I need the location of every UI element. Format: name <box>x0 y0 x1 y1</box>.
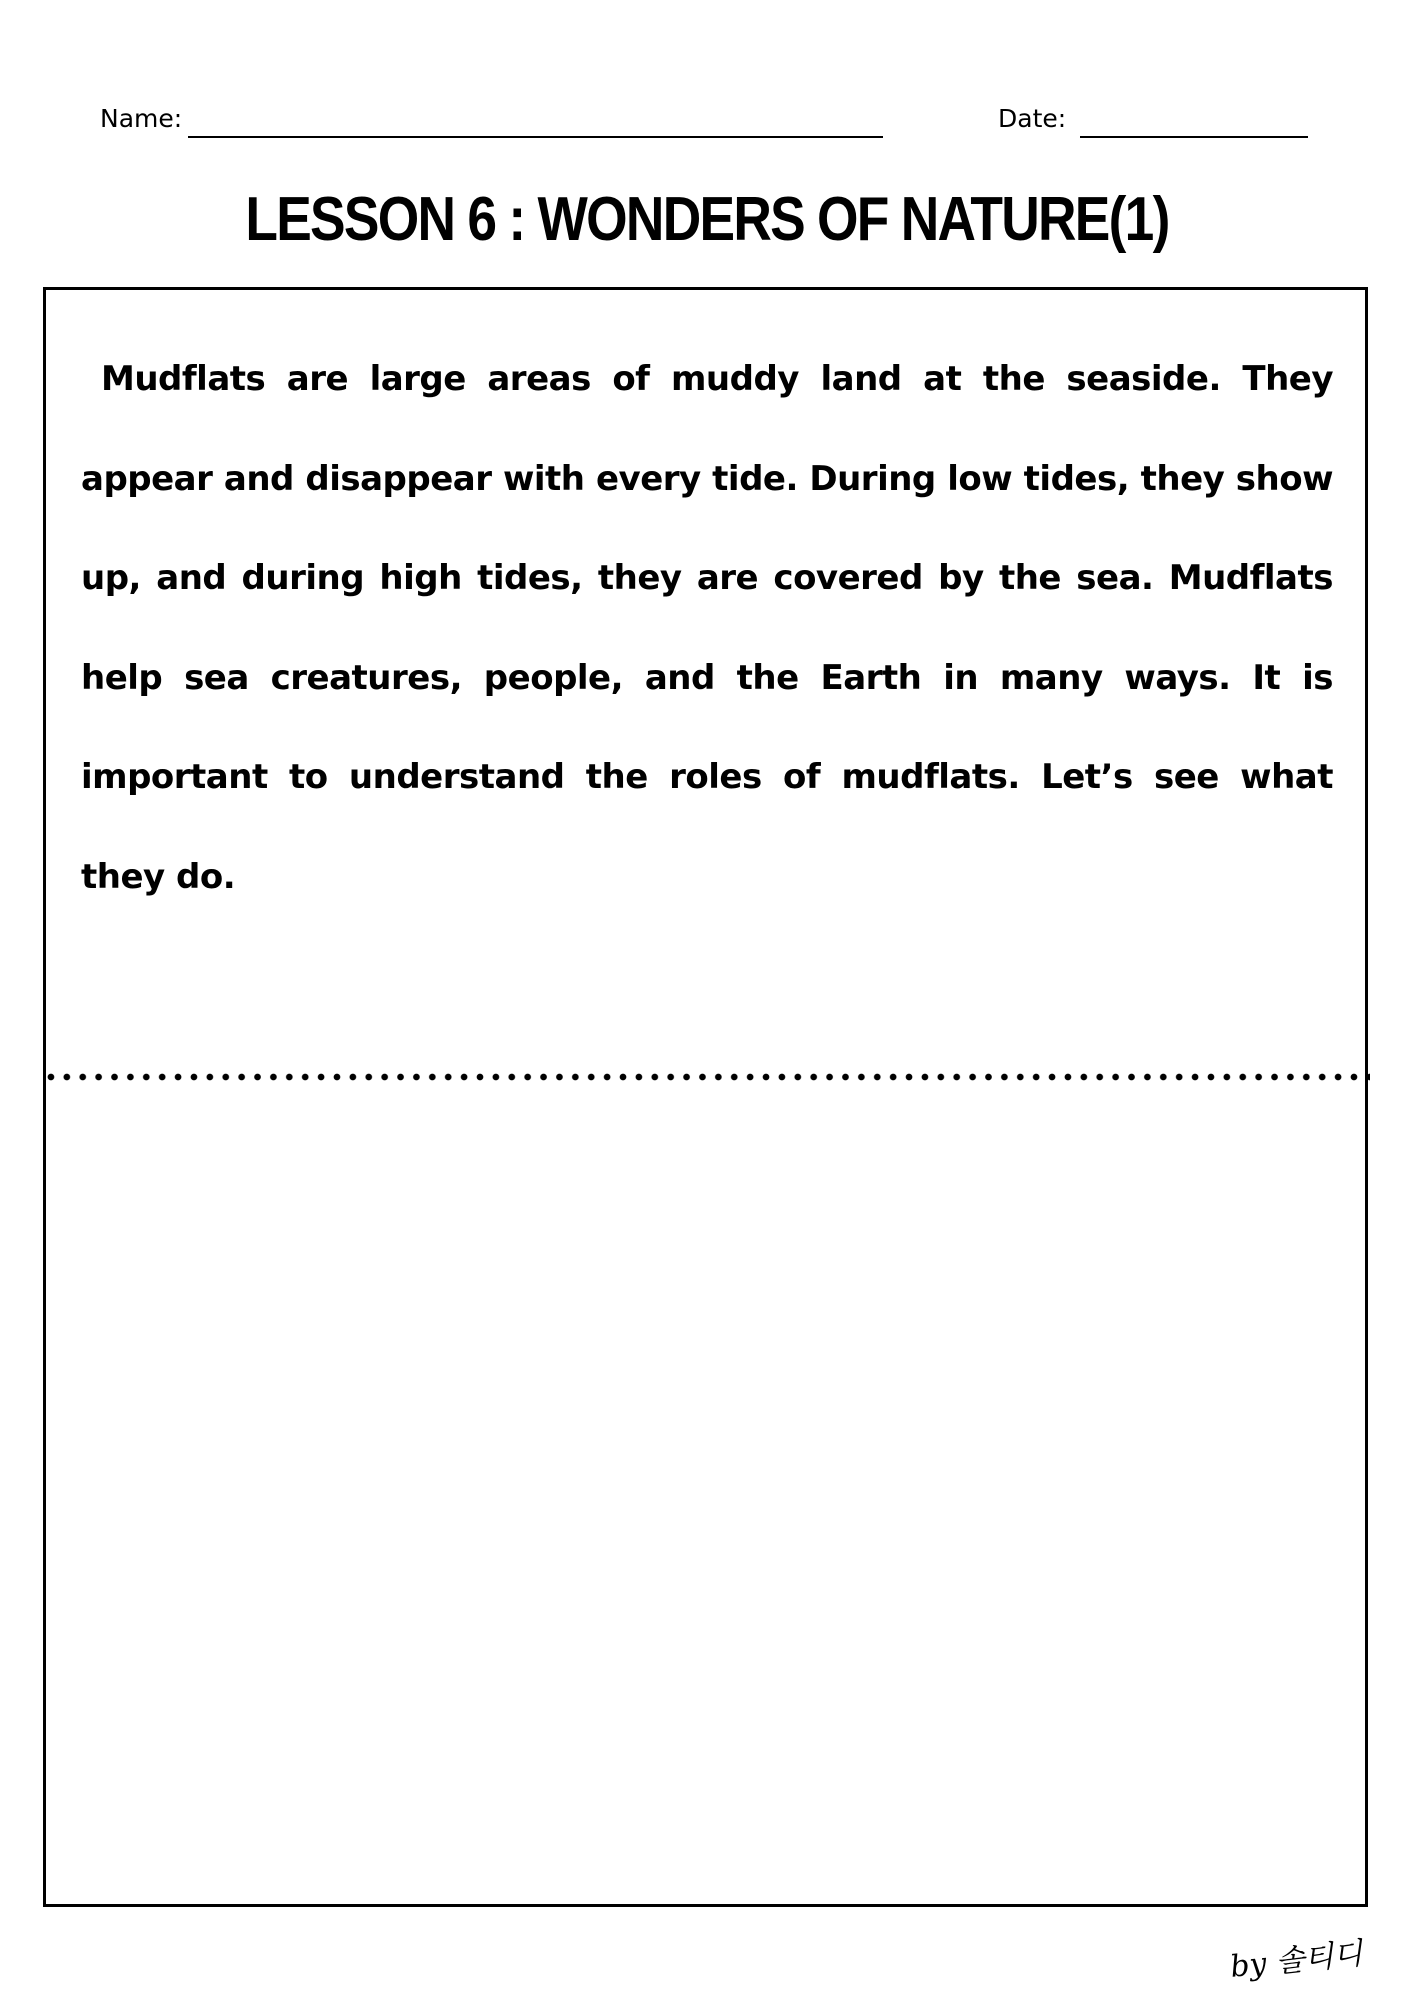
header-row <box>100 100 1320 140</box>
dotted-divider <box>43 1072 1370 1082</box>
name-label: Name: <box>100 104 183 133</box>
worksheet-frame <box>43 287 1368 1907</box>
page-title: LESSON 6 : WONDERS OF NATURE(1) <box>245 185 1169 254</box>
author-signature: by 솔티디 <box>1228 1936 1365 1985</box>
reading-passage: Mudflats are large areas of muddy land at the seaside. They appear and disappear with every tide. During low tides, they show up, and during high tides, they are covered by the sea. Mudflats help sea creatures, people, and the Earth in many ways. It is important to understand the roles of mudflats. Let’s see what they do. <box>81 359 1333 897</box>
name-field[interactable] <box>188 136 883 138</box>
date-field[interactable] <box>1080 136 1308 138</box>
answer-area[interactable] <box>46 1090 1365 1900</box>
date-label: Date: <box>998 104 1067 133</box>
